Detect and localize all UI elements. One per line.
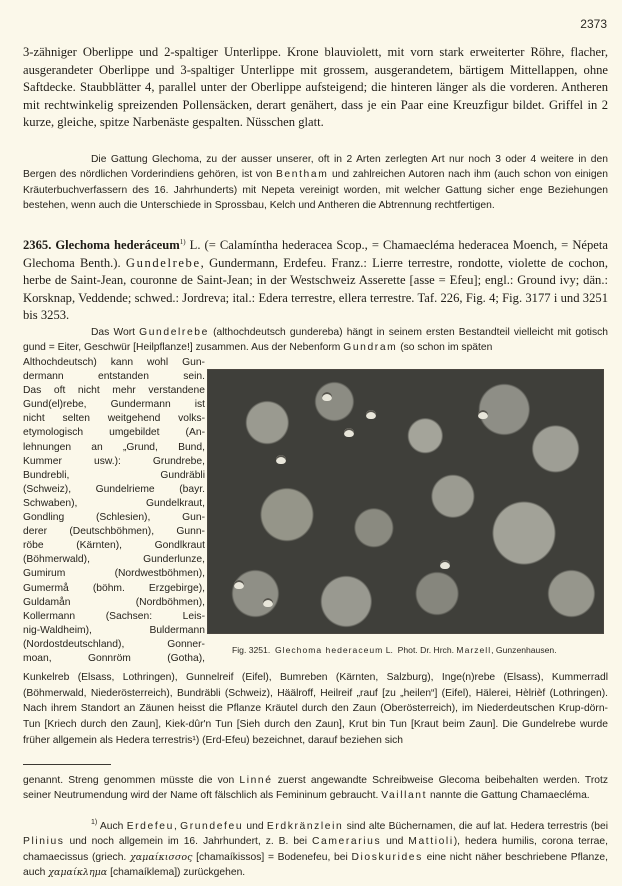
footnote-divider	[23, 764, 111, 765]
etymology-text-b: (althochdeutsch gundereba) hängt in seinem ersten Bestandteil vielleicht mit gotisch gund = Eiter, Geschwür [Heilpflanze!] zusammen. Aus der Nebenform	[23, 327, 608, 354]
etymology-wrap-line: Gumermå (böhm. Erzgebirge),	[23, 582, 205, 594]
species-name: Glechoma hederáceum	[55, 238, 180, 252]
etymology-wrap-line: (Böhmerwald), Gunderlunze,	[23, 554, 205, 566]
etymology-continuation: Kunkelreb (Elsass, Lothringen), Gunnelreif (Eifel), Bumreben (Kärnten, Salzburg), Inge(n)rebe (Elsass), Kummerradl (Böhmerwald, Niederösterreich), Bundräbli (Schweiz), Häälroff, Heilreif „rauf [zu „heilen“] (Eifel), Hälerei, Hèlrièf (Lothringen). Nach ihrem Standort an Zäunen heisst die Pflanze Kräutel durch den Zaun (Oberösterreich), im Niederdeutschen Krup-dörn-Tun [Kriech durch den Zaun], Kiek-dûr'n Tun [Sieh durch den Zaun], Krut bin Tun [Kraut beim Zaun]. Die Gundelrebe wurde früher allgemein als Hedera terrestris¹) (Erd-Efeu) bezeichnet, darauf beziehen sich	[23, 672, 608, 746]
flower-mark	[234, 580, 244, 589]
etymology-wrap-line: etymologisch umgebildet (An-	[23, 427, 205, 439]
etymology-wrap-line: Gund(el)rebe, Gundermann ist	[23, 399, 205, 411]
flower-mark	[478, 410, 488, 419]
footnote-continued	[23, 773, 608, 804]
flower-mark	[366, 410, 376, 419]
author-bentham: Bentham	[275, 169, 329, 181]
etymology-wrap-line: moan, Gonnröm (Gotha),	[23, 652, 205, 664]
fn-author-camerarius: Camerarius	[312, 836, 382, 848]
description-paragraph: 3-zähniger Oberlippe und 2-spaltiger Unterlippe. Krone blauviolett, mit vorn stark erweiterter Röhre, flacher, ausgerandeter Oberlippe und 3-spaltiger Unterlippe mit grossem, ausgerandetem, bärtigem Mittellappen, ohne Saftdecke. Staubblätter 4, parallel unter der Oberlippe aufsteigend; die hinteren länger als die vorderen. Antheren mit rechtwinkelig spreizenden Pollensäcken, derart genähert, dass je ein Paar eine Kreuzfigur bildet. Griffel in 2 kurze, gleiche, spitze Narbenäste gespalten. Nüsschen glatt.	[23, 45, 608, 130]
author-linne: Linné	[239, 775, 273, 786]
fn-text: Auch	[97, 821, 127, 832]
etymology-wrap-line: Kummer usw.): Grundrebe,	[23, 455, 205, 467]
fn-author-dioskurides: Dioskurides	[351, 851, 423, 863]
species-footnote-mark: 1)	[179, 238, 186, 246]
etymology-wrap-line: (Nordostdeutschland), Gonner-	[23, 638, 205, 650]
footnote-continued-text-a: genannt. Streng genommen müsste die von	[23, 775, 240, 786]
fn-text: und noch allgemein im 16. Jahrhundert, z. B. bei	[64, 836, 313, 848]
etymology-wrap-line: Bundrebli, Gundräbli	[23, 469, 205, 481]
flower-mark	[322, 392, 332, 401]
fn-text: und	[381, 836, 409, 848]
fn-text: [chamaíkissos] = Bodenefeu, bei	[192, 851, 352, 863]
figure-photo-glechoma	[207, 369, 604, 634]
figure-credit-b: , Gunzenhausen.	[491, 645, 557, 655]
genus-note-text-2: und zahlreichen Autoren nach ihm (auch schon von einigen Kräuterbuchverfassern des 16. Jahrhunderts) mit Nepeta vereinigt worden, mit welcher Gattung sicher enge Beziehungen bestehen, wenn auch die Unterschiede in Sprossbau, Kelch und Antheren die Abtrennung rechtfertigen.	[23, 169, 608, 212]
footnote-1-mark: 1)	[91, 819, 98, 826]
species-synonyms: L. (= Calamíntha hederacea Scop., = Chamaecléma hederacea Moench, = Népeta Glechoma Benth.).	[23, 238, 608, 270]
etymology-wrap-line: Schwaben), Gundelkraut,	[23, 497, 205, 509]
fn-text: ,	[173, 821, 181, 832]
species-rest: , Gundermann, Erdefeu. Franz.: Lierre terrestre, rondotte, violette de cochon, herbe de Saint-Jean, couronne de Saint-Jean; in der Westschweiz Asserette [asse = Efeu]; engl.: Ground ivy; dän.: Korsknap, Veddende; schwed.: Jordreva; ital.: Edera terrestre, ellera terrestre. Taf. 226, Fig. 4; Fig. 3177 i und 3251 bis 3253.	[23, 255, 608, 323]
etymology-intro	[23, 325, 608, 356]
etymology-wrap-line: Gumirum (Nordwestböhmen),	[23, 568, 205, 580]
figure-species-suffix: L.	[383, 645, 393, 655]
page-number: 2373	[580, 17, 607, 31]
author-vaillant: Vaillant	[381, 790, 428, 802]
figure-credit-a: Phot. Dr. Hrch.	[397, 645, 457, 655]
genus-note	[23, 152, 608, 214]
etymology-wrap-column	[23, 356, 205, 666]
fn-text: ), hedera humilis, corona terrae, chamaecissus (griech.	[23, 836, 608, 863]
species-common-name: Gundelrebe	[125, 255, 201, 270]
fn-word-grundefeu: Grundefeu	[180, 821, 244, 832]
figure-label: Fig. 3251.	[232, 645, 271, 655]
figure-caption	[232, 645, 612, 655]
etymology-wrap-line: Gondling (Schlesien), Gun-	[23, 512, 205, 524]
etymology-text-c: (so schon im späten	[397, 342, 493, 354]
flower-mark	[344, 428, 354, 437]
etymology-wrap-line: röbe (Kärnten), Gondlkraut	[23, 540, 205, 552]
fn-text: sind alte Büchernamen, die auf lat. Hedera terrestris (bei	[343, 821, 609, 832]
etymology-word-gundram: Gundram	[343, 342, 398, 354]
flower-mark	[263, 598, 273, 607]
etymology-wrap-line: (Schweiz), Gundelrieme (bayr.	[23, 483, 205, 495]
etymology-wrap-line: lehnungen an „Grund, Bund,	[23, 441, 205, 453]
etymology-wrap-line: Das oft nicht mehr verstandene	[23, 385, 205, 397]
footnote-continued-text-b: zuerst angewandte Schreibweise Glecoma beibehalten werden. Trotz seiner Neutrumendung wird der Name oft fälschlich als Femininum gebraucht.	[23, 775, 608, 802]
fn-greek-chamaiklema: χαμαίκλημα	[48, 867, 108, 879]
fn-text: eine nicht näher beschriebene Pflanze, auch	[23, 851, 608, 879]
species-entry	[23, 237, 608, 325]
etymology-wrap-line: nicht selten weitgehend volks-	[23, 413, 205, 425]
fn-word-erdkraenzlein: Erdkränzlein	[266, 821, 344, 832]
fn-text: [chamaíklema]) zurückgehen.	[107, 867, 246, 879]
species-number: 2365.	[23, 238, 52, 252]
figure-species: Glechoma hederaceum	[275, 645, 384, 655]
flower-mark	[276, 455, 286, 464]
figure-photographer: Marzell	[456, 645, 492, 655]
etymology-text-a: Das Wort	[91, 327, 140, 338]
footnote-continued-text-c: nannte die Gattung Chamaecléma.	[427, 790, 590, 802]
etymology-wrap-line: Althochdeutsch) kann wohl Gun-	[23, 357, 205, 368]
etymology-word-gundelrebe: Gundelrebe	[139, 327, 209, 338]
genus-note-text-1: Die Gattung Glechoma, zu der ausser unserer, oft in 2 Arten zerlegten Art nur noch 3 oder 4 weitere in den Bergen des nördlichen Vorderindiens gehören, ist von	[23, 154, 608, 181]
fn-greek-chamaikissos: χαμαίκισσος	[129, 851, 193, 863]
etymology-wrap-line: derer (Deutschböhmen), Gunn-	[23, 526, 205, 538]
fn-author-mattioli: Mattioli	[408, 836, 454, 848]
fn-text: und	[243, 821, 267, 832]
etymology-wrap-line: dermann entstanden sein.	[23, 371, 205, 383]
etymology-wrap-line: Guldamån (Nordböhmen),	[23, 596, 205, 608]
flower-mark	[440, 560, 450, 569]
fn-author-plinius: Plinius	[23, 836, 65, 848]
etymology-wrap-line: Kollermann (Sachsen: Leis-	[23, 610, 205, 622]
etymology-wrap-line: nig-Waldheim), Buldermann	[23, 624, 205, 636]
fn-word-erdefeu: Erdefeu	[126, 821, 174, 832]
footnote-1	[23, 819, 608, 881]
